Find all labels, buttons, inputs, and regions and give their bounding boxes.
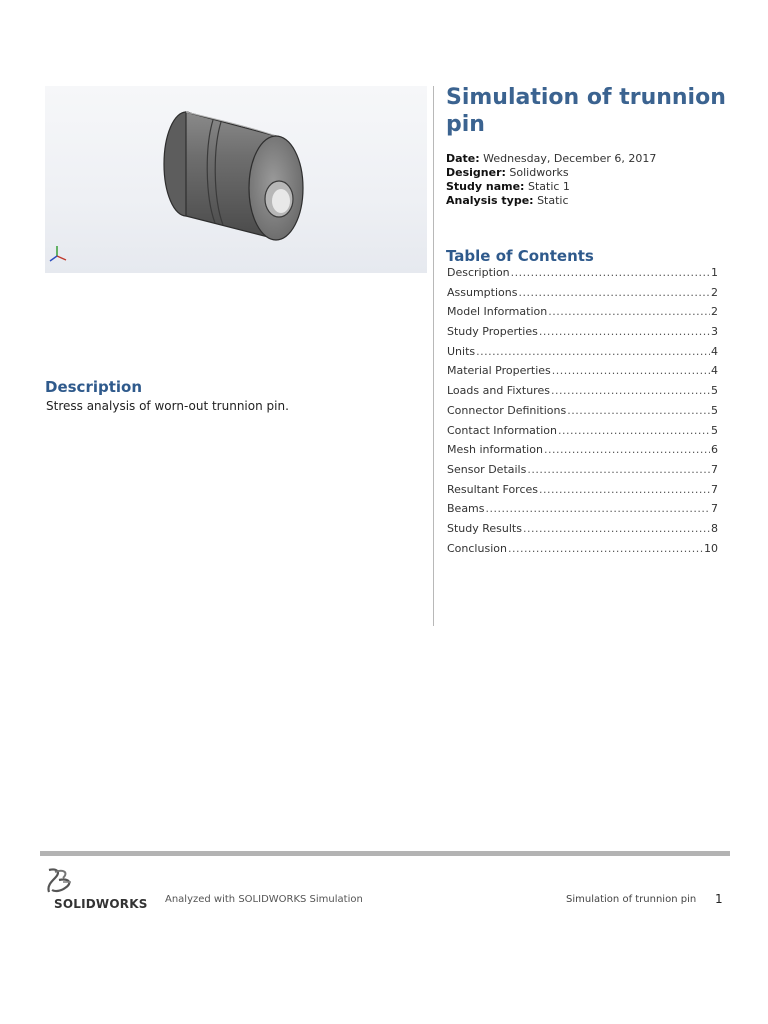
toc-item[interactable] [447, 305, 718, 325]
date-row [446, 152, 656, 166]
date-label: Date: [446, 152, 480, 165]
toc-item[interactable] [447, 286, 718, 306]
analysis-type-row [446, 194, 656, 208]
toc-item-label: Resultant Forces [447, 482, 539, 496]
toc-item-label: Units [447, 344, 476, 358]
toc-leader [548, 305, 710, 318]
toc-item[interactable] [447, 463, 718, 483]
toc-item-page: 2 [711, 305, 718, 319]
toc-item[interactable] [447, 502, 718, 522]
toc-item-label: Connector Definitions [447, 403, 567, 417]
report-title: Simulation of trunnion pin [446, 85, 726, 137]
footer-rule [40, 851, 730, 856]
toc-item-label: Study Properties [447, 325, 538, 339]
toc-leader [508, 542, 703, 555]
table-of-contents [447, 266, 718, 561]
description-heading: Description [45, 378, 143, 396]
solidworks-logo [43, 866, 148, 911]
toc-leader [552, 364, 710, 377]
column-divider [433, 86, 434, 626]
toc-leader [539, 325, 710, 338]
toc-item-label: Study Results [447, 521, 522, 535]
model-preview [45, 86, 427, 273]
toc-leader [523, 522, 710, 535]
date-value: Wednesday, December 6, 2017 [483, 152, 657, 165]
toc-leader [476, 345, 710, 358]
toc-item-label: Description [447, 266, 510, 279]
toc-item-page: 8 [711, 521, 718, 535]
toc-item[interactable] [447, 384, 718, 404]
toc-heading: Table of Contents [446, 247, 594, 265]
toc-item[interactable] [447, 443, 718, 463]
study-name-row [446, 180, 656, 194]
toc-item-label: Beams [447, 502, 485, 516]
toc-item-page: 4 [711, 364, 718, 378]
toc-item[interactable] [447, 345, 718, 365]
toc-item-page: 6 [711, 443, 718, 457]
toc-item-page: 7 [711, 462, 718, 476]
ds-logo-icon [43, 866, 77, 896]
toc-item-page: 7 [711, 482, 718, 496]
designer-row [446, 166, 656, 180]
designer-value: Solidworks [509, 166, 569, 179]
toc-leader [511, 266, 710, 279]
toc-item-page: 1 [711, 266, 718, 279]
designer-label: Designer: [446, 166, 506, 179]
study-name-value: Static 1 [527, 180, 570, 193]
report-meta [446, 152, 656, 208]
toc-item[interactable] [447, 522, 718, 542]
page-number: 1 [715, 892, 723, 906]
study-name-label: Study name: [446, 180, 525, 193]
toc-item-page: 5 [711, 384, 718, 398]
trunnion-pin-render [45, 86, 427, 273]
coordinate-triad-icon [48, 244, 70, 268]
analysis-type-value: Static [537, 194, 569, 207]
toc-item-label: Material Properties [447, 364, 551, 378]
toc-item-label: Conclusion [447, 541, 507, 555]
toc-item[interactable] [447, 483, 718, 503]
analysis-type-label: Analysis type: [446, 194, 534, 207]
toc-item-page: 5 [711, 423, 718, 437]
toc-item-label: Contact Information [447, 423, 557, 437]
toc-leader [558, 424, 710, 437]
toc-item[interactable] [447, 404, 718, 424]
toc-item[interactable] [447, 325, 718, 345]
toc-item-label: Model Information [447, 305, 548, 319]
toc-item[interactable] [447, 266, 718, 286]
toc-item-page: 2 [711, 285, 718, 299]
toc-item[interactable] [447, 542, 718, 562]
toc-item[interactable] [447, 364, 718, 384]
toc-item-page: 4 [711, 344, 718, 358]
footer-doc-title: Simulation of trunnion pin [566, 894, 697, 905]
toc-item-label: Sensor Details [447, 462, 527, 476]
toc-item-page: 7 [711, 502, 718, 516]
description-text: Stress analysis of worn-out trunnion pin. [46, 399, 289, 413]
toc-item-page: 5 [711, 403, 718, 417]
toc-leader [567, 404, 710, 417]
toc-leader [544, 443, 710, 456]
toc-item-label: Assumptions [447, 285, 518, 299]
toc-leader [518, 286, 710, 299]
analyzed-with-text: Analyzed with SOLIDWORKS Simulation [165, 894, 363, 905]
toc-leader [551, 384, 710, 397]
toc-item-page: 3 [711, 325, 718, 339]
toc-leader [539, 483, 710, 496]
toc-item[interactable] [447, 424, 718, 444]
toc-item-label: Loads and Fixtures [447, 384, 550, 398]
solidworks-wordmark: SOLIDWORKS [54, 897, 148, 911]
toc-item-label: Mesh information [447, 443, 543, 457]
toc-leader [486, 502, 710, 515]
toc-item-page: 10 [704, 541, 718, 555]
toc-leader [527, 463, 710, 476]
